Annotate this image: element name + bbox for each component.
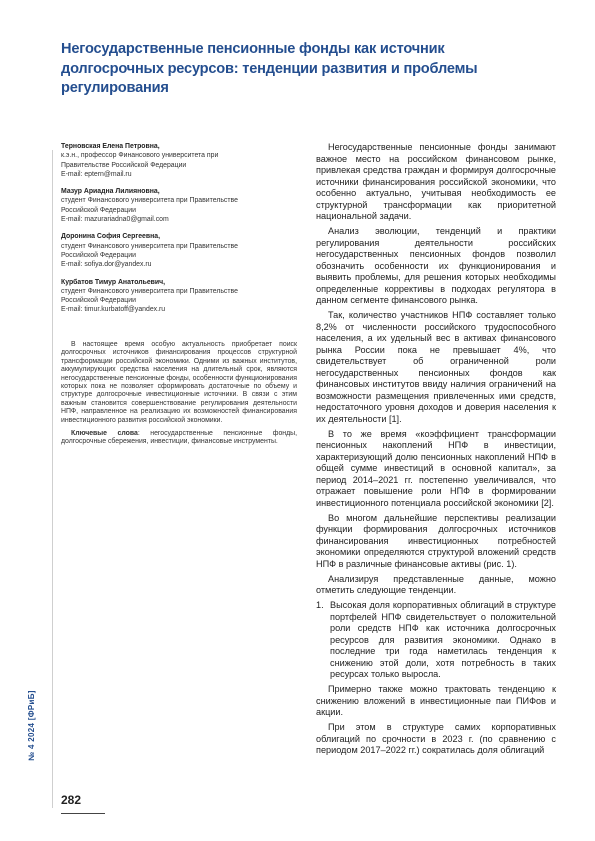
body-paragraph: Примерно также можно трактовать тенденцию к снижению вложений в инвестиционные паи ПИФов и акции. bbox=[316, 684, 556, 717]
author-name: Доронина София Сергеевна, bbox=[61, 233, 161, 241]
author-email: E-mail: eptern@mail.ru bbox=[61, 170, 132, 178]
body-paragraph: Во многом дальнейшие перспективы реализации функции формирования долгосрочных источников финансирования инвестиционных потребностей экономики определяются структурой вложений средств НПФ в различные финансовые активы (рис. 1). bbox=[316, 512, 556, 569]
author-affiliation: Российской Федерации bbox=[61, 251, 136, 259]
author-entry bbox=[61, 232, 311, 269]
main-text-column bbox=[316, 142, 556, 760]
author-affiliation: студент Финансового университета при Правительстве bbox=[61, 287, 238, 295]
author-entry bbox=[61, 142, 311, 179]
author-affiliation: студент Финансового университета при Правительстве bbox=[61, 197, 238, 205]
author-entry bbox=[61, 187, 311, 224]
keywords-label: Ключевые слова bbox=[71, 430, 138, 438]
body-paragraph: При этом в структуре самих корпоративных облигаций по срочности в 2023 г. (по сравнению с периодом 2017–2022 гг.) сократилась доля облигаций bbox=[316, 722, 556, 755]
left-margin-rule bbox=[52, 150, 53, 808]
footer-rule bbox=[61, 813, 105, 814]
author-email: E-mail: mazurariadna0@gmail.com bbox=[61, 216, 169, 224]
author-affiliation: Российской Федерации bbox=[61, 206, 136, 214]
author-affiliation: студент Финансового университета при Правительстве bbox=[61, 242, 238, 250]
author-name: Мазур Ариадна Лилияновна, bbox=[61, 188, 160, 196]
body-paragraph: Так, количество участников НПФ составляет только 8,2% от численности российского трудоспособного населения, а их удельный вес в активах финансового рынка России пока не превышает 4%, что свидетельствует об ограниченной роли негосударственных пенсионных фондов как финансовых институтов ввиду наличия ограничений на возможности размещения привлеченных ими средств, недостаточного уровня доходов и доверия населения к их деятельности [1]. bbox=[316, 310, 556, 424]
author-name: Курбатов Тимур Анатольевич, bbox=[61, 278, 166, 286]
body-paragraph: Анализируя представленные данные, можно отметить следующие тенденции. bbox=[316, 573, 556, 595]
body-paragraph: Анализ эволюции, тенденций и практики регулирования деятельности российских негосударственных пенсионных фондов позволил обозначить особенности их функционирования и выявить проблемы, для решения которых необходимы определенные коррективы в подходах регулятора в данном сегменте финансового рынка. bbox=[316, 226, 556, 305]
list-item-number: 1. bbox=[316, 600, 324, 610]
author-email: E-mail: sofiya.dor@yandex.ru bbox=[61, 261, 152, 269]
keywords-list: : негосударственные пенсионные фонды, долгосрочные сбережения, инвестиции, финансовые инструменты. bbox=[61, 430, 297, 446]
journal-issue-label: № 4 2024 [ФРиБ] bbox=[26, 689, 36, 761]
authors-block bbox=[61, 142, 311, 323]
author-affiliation: к.э.н., профессор Финансового университета при bbox=[61, 152, 219, 160]
keywords bbox=[61, 430, 297, 447]
author-entry bbox=[61, 278, 311, 315]
author-email: E-mail: timur.kurbatoff@yandex.ru bbox=[61, 306, 166, 314]
journal-sidebar bbox=[24, 640, 38, 810]
body-paragraph: В то же время «коэффициент трансформации пенсионных накоплений НПФ в инвестиции, характеризующий долю пенсионных накоплений НПФ в общей сумме инвестиций в основной капитал», за период 2014–2021 гг. постепенно увеличивался, что отражает повышение роли НПФ в формировании инвестиционного потенциала российской экономики [2]. bbox=[316, 428, 556, 508]
numbered-list bbox=[316, 600, 556, 681]
author-affiliation: Российской Федерации bbox=[61, 297, 136, 305]
abstract-text: В настоящее время особую актуальность приобретает поиск долгосрочных источников финансирования процессов структурной трансформации российской экономики. Одними из важных институтов, аккумулирующих средства населения на длительный срок, являются негосударственные пенсионные фонды, особенности функционирования которых пока не позволяет сформировать достаточные по объему и структуре долгосрочные инвестиционные источники. В связи с этим важным становится совершенствование регулирования деятельности НПФ, направленное на реализацию их возможностей финансирования инвестиционного развития российской экономики. bbox=[61, 341, 297, 424]
article-title: Негосударственные пенсионные фонды как источник долгосрочных ресурсов: тенденции развития и проблемы регулирования bbox=[61, 41, 478, 96]
author-affiliation: Правительстве Российской Федерации bbox=[61, 161, 187, 169]
list-item-text: Высокая доля корпоративных облигаций в структуре портфелей НПФ свидетельствует о положительной роли средств НПФ как источника долгосрочных ресурсов для развития экономики. Однако в последние три года наметилась тенденция к снижению этой доли, хотя потребность в таких ресурсах только выросла. bbox=[330, 600, 556, 679]
author-name: Терновская Елена Петровна, bbox=[61, 143, 160, 150]
list-item bbox=[316, 600, 556, 681]
abstract-block bbox=[61, 341, 297, 447]
page-number: 282 bbox=[61, 793, 82, 807]
body-paragraph: Негосударственные пенсионные фонды занимают важное место на российском финансовом рынке, привлекая средства граждан и формируя долгосрочные источники финансирования российской экономики, что особенно актуально, учитывая необходимость ее структурной трансформации как приоритетной национальной задачи. bbox=[316, 142, 556, 221]
